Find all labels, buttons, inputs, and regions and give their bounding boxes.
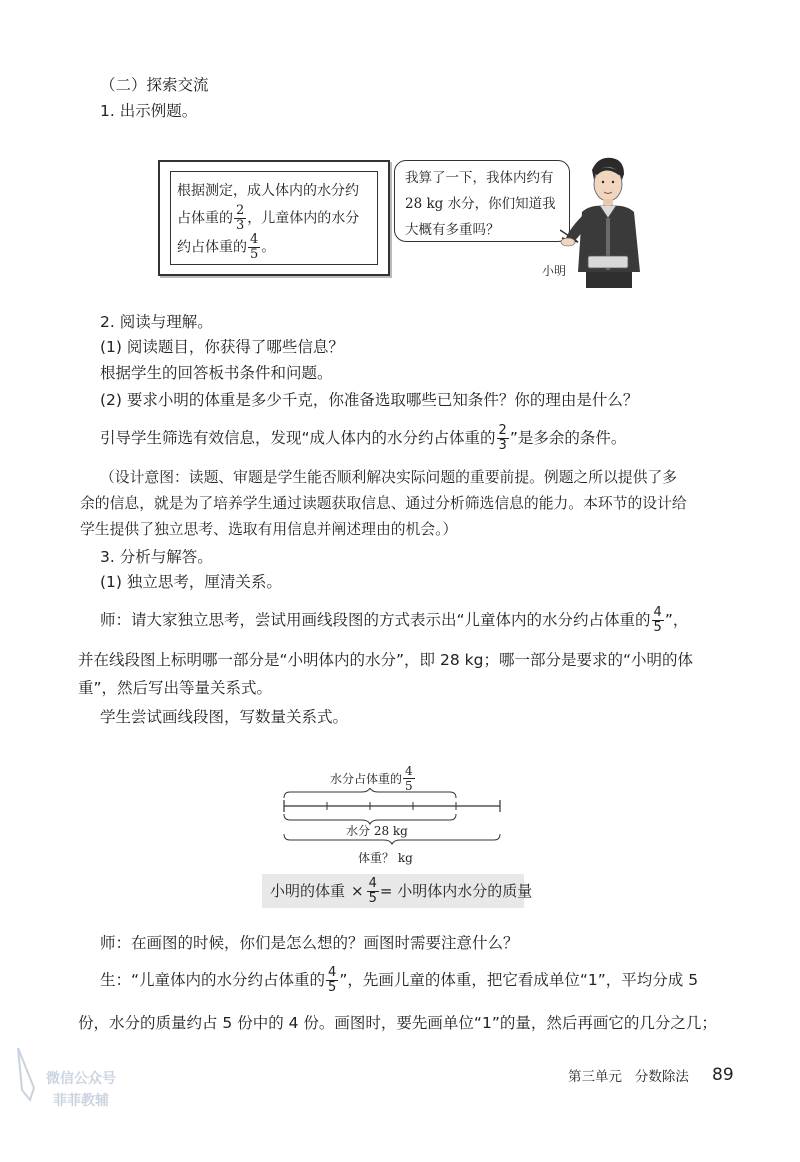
fraction-numerator: 2 (498, 423, 507, 438)
speech-bubble (394, 160, 570, 242)
page-number: 89 (712, 1065, 734, 1085)
formula-left: 小明的体重 (270, 882, 346, 900)
teacher-question: 师：在画图的时候，你们是怎么想的？画图时需要注意什么？ (100, 934, 519, 952)
design-intent-line-3: 学生提供了独立思考、选取有用信息并阐述理由的机会。） (80, 521, 458, 538)
step-3-1-heading: (1) 独立思考，厘清关系。 (100, 573, 282, 591)
example-box (158, 160, 390, 276)
example-line-3 (177, 233, 359, 262)
diagram-weight-label: 体重？ kg (358, 851, 413, 865)
example-line-2b: ，儿童体内的水分 (247, 210, 360, 227)
boy-name-label: 小明 (542, 264, 567, 278)
fraction-denominator: 5 (328, 980, 337, 995)
fraction-numerator: 4 (368, 875, 377, 891)
watermark (46, 1068, 116, 1112)
formula-operator: × (351, 882, 364, 900)
formula-fraction (367, 877, 379, 906)
boy-illustration (560, 152, 650, 288)
fraction-numerator: 4 (250, 232, 259, 247)
top-brace (284, 788, 456, 798)
fraction-numerator: 4 (653, 605, 662, 620)
line-segment-diagram (278, 788, 508, 854)
guide-fraction (497, 424, 509, 453)
teacher-line-3: 重”，然后写出等量关系式。 (78, 679, 273, 697)
fraction-denominator: 3 (498, 438, 507, 453)
teacher-line-2: 并在线段图上标明哪一部分是“小明体内的水分”，即 28 kg；哪一部分是要求的“小明的体 (78, 651, 693, 669)
step-2-heading: 2. 阅读与理解。 (100, 313, 213, 331)
student-answer-text-a: 生：“儿童体内的水分约占体重的 (100, 971, 326, 989)
student-fraction (326, 966, 338, 995)
fraction-denominator: 5 (250, 247, 259, 262)
bubble-line-1: 我算了一下，我体内约有 (405, 170, 554, 186)
example-line-3a: 约占体重的 (177, 239, 247, 256)
step-1-heading: 1. 出示例题。 (100, 102, 198, 120)
formula-right: = 小明体内水分的质量 (379, 882, 533, 900)
diagram-top-text: 水分占体重的 (330, 772, 403, 786)
student-answer-text-b: ”，先画儿童的体重，把它看成单位“1”，平均分成 5 (339, 971, 699, 989)
section-heading: （二）探索交流 (100, 76, 209, 94)
teacher-line-1 (100, 602, 688, 638)
student-answer-line-1 (100, 962, 698, 998)
fraction-denominator: 5 (653, 620, 662, 635)
pencil-watermark-icon (10, 1044, 50, 1104)
teacher-1-text-a: 师：请大家独立思考，尝试用画线段图的方式表示出“儿童体内的水分约占体重的 (100, 611, 651, 629)
footer-unit-title: 第三单元 分数除法 (568, 1069, 689, 1085)
question-1: (1) 阅读题目，你获得了哪些信息？ (100, 338, 344, 356)
fraction-numerator: 4 (328, 965, 337, 980)
example-line-3b: 。 (261, 239, 276, 256)
diagram-water-label: 水分 28 kg (346, 824, 408, 838)
example-line-1: 根据测定，成人体内的水分约 (177, 183, 359, 199)
bubble-line-3: 大概有多重吗？ (405, 222, 500, 238)
design-intent (80, 465, 687, 543)
teacher-1-text-b: ”， (664, 611, 689, 629)
fraction-denominator: 5 (368, 890, 377, 906)
design-intent-line-1: （设计意图：读题、审题是学生能否顺利解决实际问题的重要前提。例题之所以提供了多 (100, 469, 678, 486)
design-intent-line-2: 余的信息，就是为了培养学生通过读题获取信息、通过分析筛选信息的能力。本环节的设计给 (80, 495, 687, 512)
example-line-2 (177, 204, 359, 233)
equation-formula (262, 874, 533, 908)
bubble-line-2: 28 kg 水分，你们知道我 (405, 196, 556, 212)
fraction-denominator: 3 (236, 218, 245, 233)
fraction-numerator: 4 (405, 764, 413, 778)
guide-text-b: ”是多余的条件。 (509, 429, 627, 447)
watermark-line-1: 微信公众号 (46, 1071, 116, 1087)
student-answer-line-2: 份，水分的质量约占 5 份中的 4 份。画图时，要先画单位“1”的量，然后再画它的几分之几； (78, 1014, 717, 1032)
step-3-heading: 3. 分析与解答。 (100, 548, 213, 566)
watermark-line-2: 菲菲教辅 (53, 1093, 109, 1109)
example-inner-frame (170, 171, 378, 265)
fraction-denominator: 5 (405, 779, 413, 793)
guide-paragraph (100, 420, 626, 456)
example-line-2a: 占体重的 (177, 210, 233, 227)
guide-text-a: 引导学生筛选有效信息，发现“成人体内的水分约占体重的 (100, 429, 496, 447)
teacher-fraction (652, 606, 664, 635)
fraction-numerator: 2 (236, 203, 245, 218)
student-try: 学生尝试画线段图，写数量关系式。 (100, 708, 349, 726)
question-2: (2) 要求小明的体重是多少千克，你准备选取哪些已知条件？你的理由是什么？ (100, 391, 639, 409)
fraction-adult (234, 204, 246, 233)
question-1-note: 根据学生的回答板书条件和问题。 (100, 364, 333, 382)
fraction-child (248, 233, 260, 262)
